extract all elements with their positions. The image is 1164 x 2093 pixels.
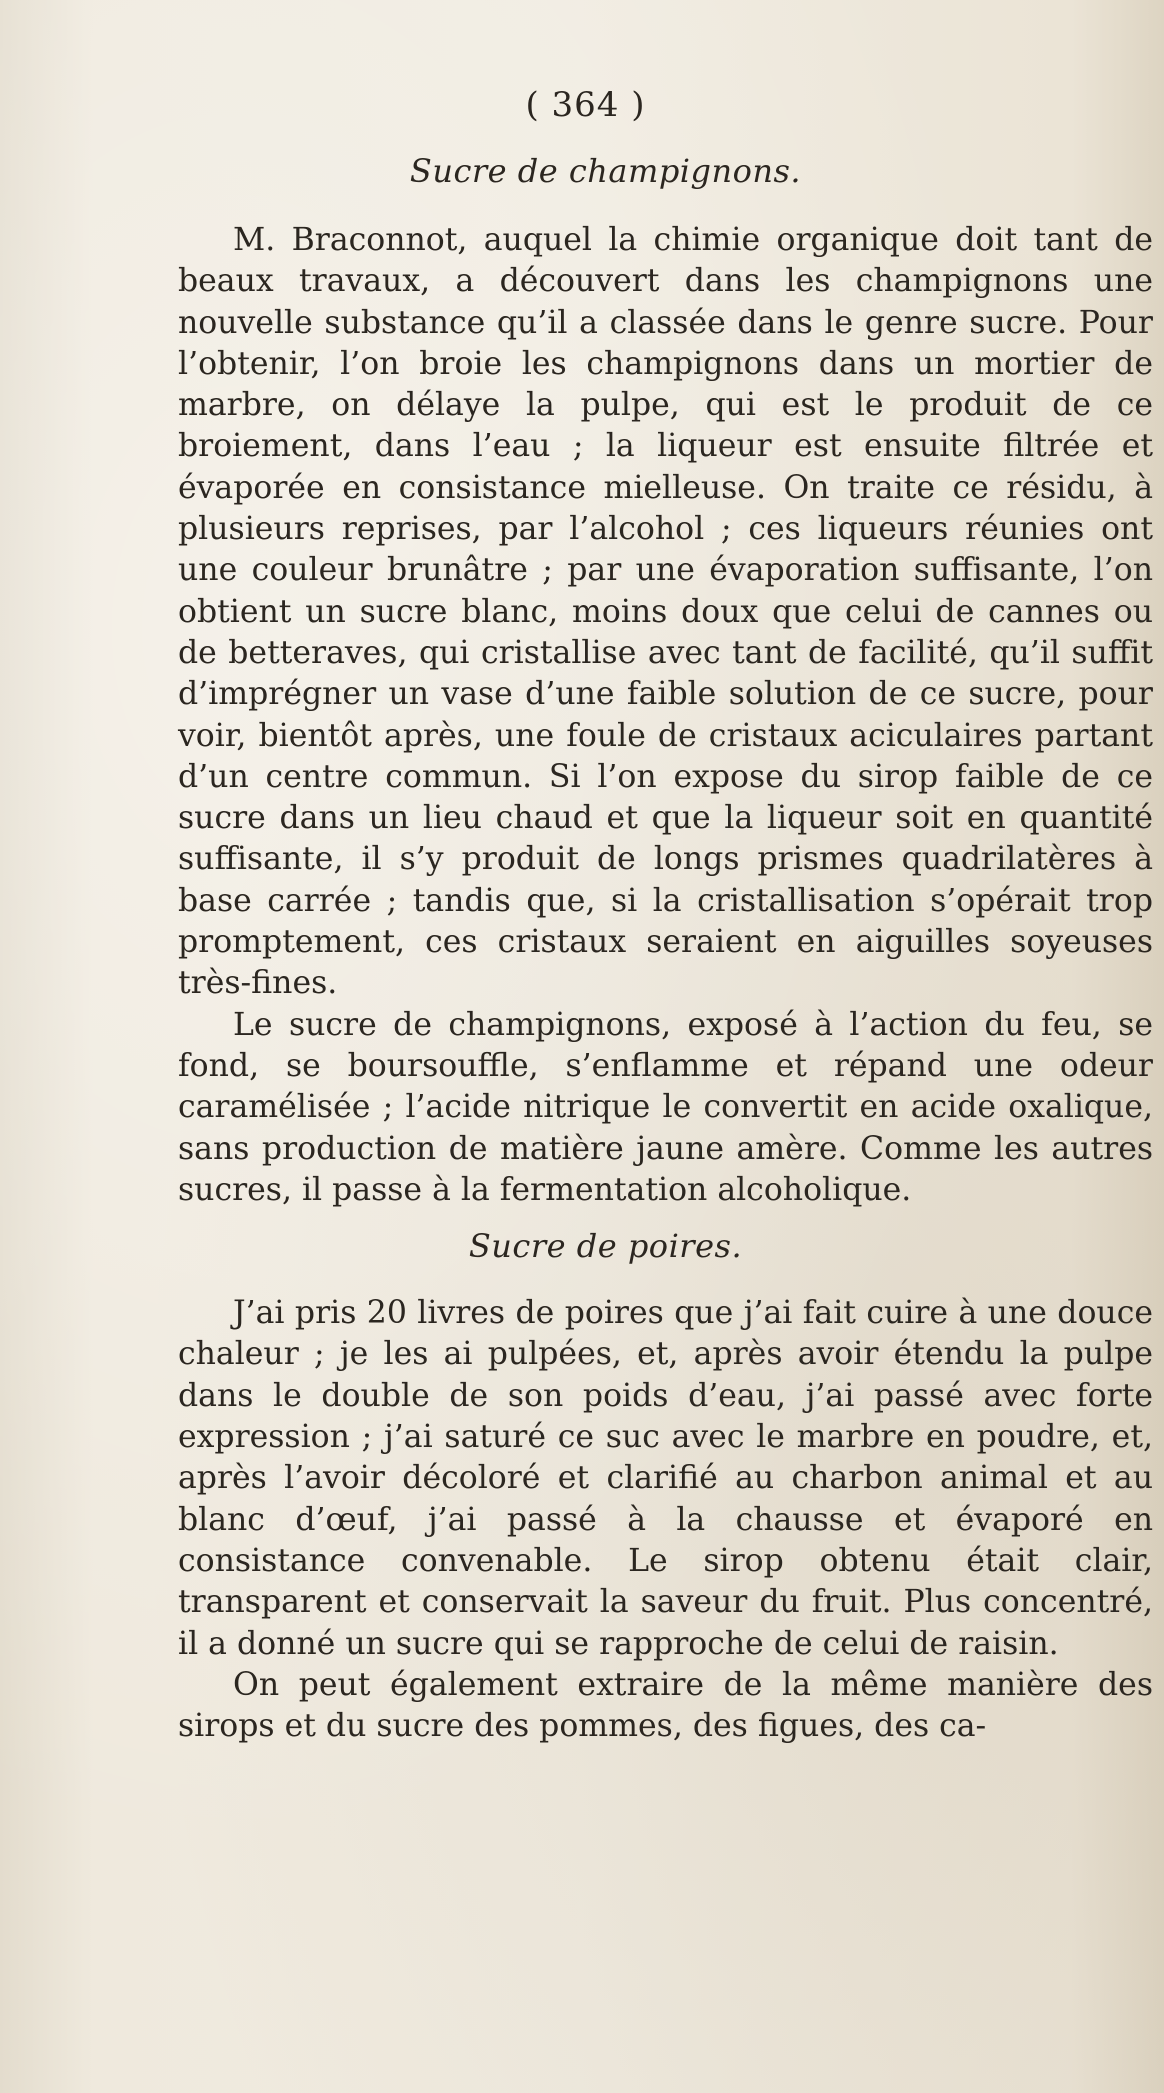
paragraph: J’ai pris 20 livres de poires que j’ai fait cuire à une douce chaleur ; je les ai pulpées, et, après avoir étendu la pulpe dans le double de son poids d’eau, j’ai passé avec forte expression ; j’ai saturé ce suc avec le marbre en poudre, et, après l’avoir décoloré et clarifié au charbon animal et au blanc d’œuf, j’ai passé à la chausse et évaporé en consistance convenable. Le sirop obtenu était clair, transparent et conservait la saveur du fruit. Plus concentré, il a donné un sucre qui se rapproche de celui de raisin. bbox=[178, 1295, 1153, 1662]
page-text-block bbox=[178, 70, 1153, 1747]
paragraph: M. Braconnot, auquel la chimie organique doit tant de beaux travaux, a découvert dans les champignons une nouvelle substance qu’il a classée dans le genre sucre. Pour l’obtenir, l’on broie les champignons dans un mortier de marbre, on délaye la pulpe, qui est le produit de ce broiement, dans l’eau ; la liqueur est ensuite filtrée et évaporée en consistance mielleuse. On traite ce résidu, à plusieurs reprises, par l’alcohol ; ces liqueurs réunies ont une couleur brunâtre ; par une évaporation suffisante, l’on obtient un sucre blanc, moins doux que celui de cannes ou de betteraves, qui cristallise avec tant de facilité, qu’il suffit d’imprégner un vase d’une faible solution de ce sucre, pour voir, bientôt après, une foule de cristaux aciculaires partant d’un centre commun. Si l’on expose du sirop faible de ce sucre dans un lieu chaud et que la liqueur soit en quantité suffisante, il s’y produit de longs prismes quadrilatères à base carrée ; tandis que, si la cristallisation s’opérait trop promptement, ces cristaux seraient en aiguilles soyeuses très-fines. bbox=[178, 222, 1153, 1002]
section-sucre-de-poires bbox=[178, 1225, 1153, 1747]
section-title: Sucre de champignons. bbox=[409, 152, 802, 190]
page-number: ( 364 ) bbox=[525, 85, 646, 125]
paragraph: Le sucre de champignons, exposé à l’action du feu, se fond, se boursouffle, s’enflamme et répand une odeur caramélisée ; l’acide nitrique le convertit en acide oxalique, sans production de matière jaune amère. Comme les autres sucres, il passe à la fermentation alcoholique. bbox=[178, 1006, 1153, 1208]
paragraph: On peut également extraire de la même manière des sirops et du sucre des pommes, des figues, des ca- bbox=[178, 1666, 1153, 1745]
section-sucre-de-champignons bbox=[178, 150, 1153, 1211]
section-title: Sucre de poires. bbox=[468, 1227, 743, 1266]
